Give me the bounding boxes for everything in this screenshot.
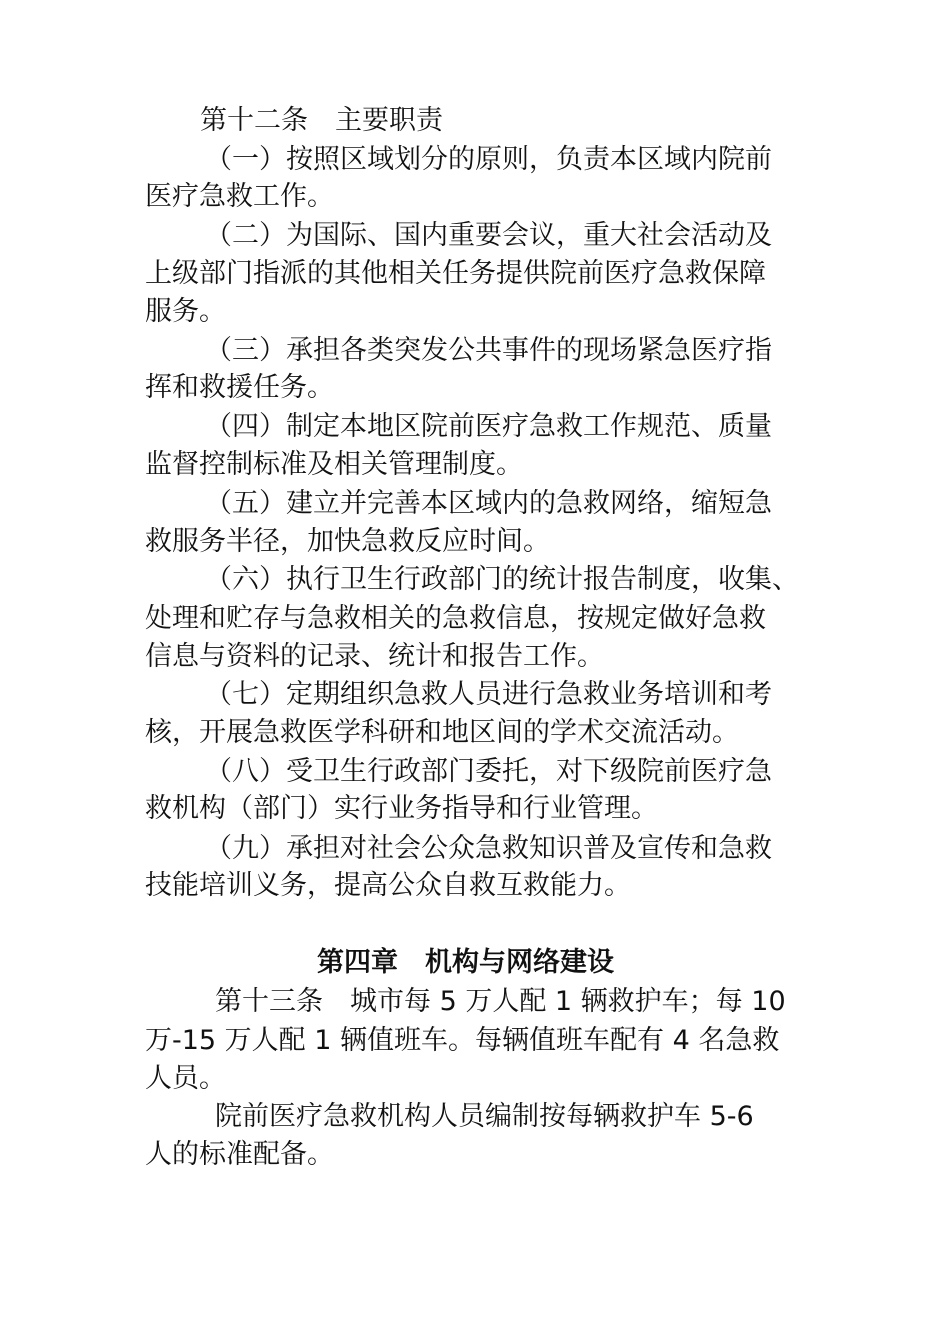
item-5-line-2: 救服务半径，加快急救反应时间。 — [145, 526, 550, 557]
staffing-line-1: 院前医疗急救机构人员编制按每辆救护车 5-6 — [215, 1101, 754, 1132]
item-9-line-1: （九）承担对社会公众急救知识普及宣传和急救 — [205, 833, 772, 864]
staffing-line-2: 人的标准配备。 — [145, 1139, 334, 1170]
item-8-line-2: 救机构（部门）实行业务指导和行业管理。 — [145, 793, 658, 824]
item-3-line-1: （三）承担各类突发公共事件的现场紧急医疗指 — [205, 335, 772, 366]
item-2-line-1: （二）为国际、国内重要会议，重大社会活动及 — [205, 220, 772, 251]
item-2-line-3: 服务。 — [145, 296, 226, 327]
item-6-line-2: 处理和贮存与急救相关的急救信息，按规定做好急救 — [145, 603, 766, 634]
item-4-line-2: 监督控制标准及相关管理制度。 — [145, 449, 523, 480]
item-1-line-2: 医疗急救工作。 — [145, 181, 334, 212]
item-9-line-2: 技能培训义务，提高公众自救互救能力。 — [145, 870, 631, 901]
article-13-line-3: 人员。 — [145, 1063, 226, 1094]
item-3-line-2: 挥和救援任务。 — [145, 372, 334, 403]
item-2-line-2: 上级部门指派的其他相关任务提供院前医疗急救保障 — [145, 258, 766, 289]
item-7-line-2: 核，开展急救医学科研和地区间的学术交流活动。 — [145, 717, 739, 748]
item-6-line-1: （六）执行卫生行政部门的统计报告制度，收集、 — [205, 564, 799, 595]
item-6-line-3: 信息与资料的记录、统计和报告工作。 — [145, 641, 604, 672]
article-13-line-1: 第十三条 城市每 5 万人配 1 辆救护车；每 10 — [215, 986, 786, 1017]
article-12-title: 第十二条 主要职责 — [200, 105, 443, 136]
article-13-line-2: 万-15 万人配 1 辆值班车。每辆值班车配有 4 名急救 — [145, 1025, 780, 1056]
item-5-line-1: （五）建立并完善本区域内的急救网络，缩短急 — [205, 488, 772, 519]
item-7-line-1: （七）定期组织急救人员进行急救业务培训和考 — [205, 679, 772, 710]
item-8-line-1: （八）受卫生行政部门委托，对下级院前医疗急 — [205, 756, 772, 787]
item-1-line-1: （一）按照区域划分的原则，负责本区域内院前 — [205, 144, 772, 175]
item-4-line-1: （四）制定本地区院前医疗急救工作规范、质量 — [205, 411, 772, 442]
chapter-4-heading: 第四章 机构与网络建设 — [317, 947, 614, 978]
